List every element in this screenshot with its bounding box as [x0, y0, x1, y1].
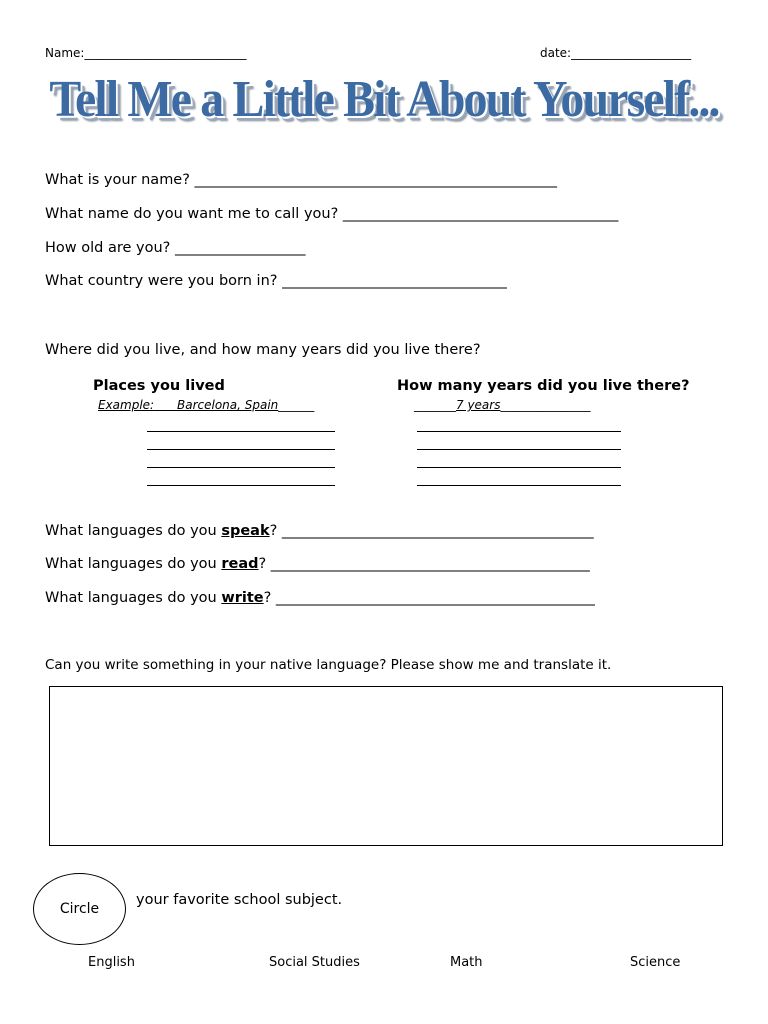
- example-years: 7 years: [456, 398, 501, 412]
- place-line-4[interactable]: [147, 485, 335, 486]
- question-read-blank: ? ____________________________________________: [258, 556, 590, 572]
- circle-word: Circle: [59, 901, 100, 917]
- native-language-answer-box[interactable]: [49, 686, 723, 846]
- subject-math[interactable]: Math: [450, 955, 483, 970]
- subject-social-studies[interactable]: Social Studies: [269, 955, 360, 970]
- places-column-header: Places you lived: [93, 378, 225, 394]
- example-row-years: _______7 years_______________: [414, 398, 591, 412]
- circle-shape: [33, 873, 126, 945]
- question-call-name[interactable]: What name do you want me to call you? ______________________________________: [45, 206, 619, 222]
- date-label: date:____________________: [540, 46, 692, 60]
- question-read[interactable]: [45, 556, 590, 572]
- question-age[interactable]: How old are you? __________________: [45, 240, 306, 256]
- subject-english[interactable]: English: [88, 955, 135, 970]
- question-speak[interactable]: [45, 523, 594, 539]
- question-write[interactable]: [45, 590, 595, 606]
- subject-science[interactable]: Science: [630, 955, 681, 970]
- name-label: Name:___________________________: [45, 46, 247, 60]
- years-line-2[interactable]: [417, 449, 621, 450]
- years-line-1[interactable]: [417, 431, 621, 432]
- write-word: write: [221, 590, 264, 606]
- question-speak-blank: ? ___________________________________________: [269, 523, 594, 539]
- speak-word: speak: [221, 523, 270, 539]
- page-title: Tell Me a Little Bit About Yourself...: [49, 71, 719, 128]
- place-line-1[interactable]: [147, 431, 335, 432]
- read-word: read: [221, 556, 259, 572]
- years-line-3[interactable]: [417, 467, 621, 468]
- question-read-prefix: What languages do you: [45, 556, 222, 572]
- subject-instruction: your favorite school subject.: [136, 892, 343, 908]
- example-label: Example:: [98, 398, 155, 412]
- years-line-4[interactable]: [417, 485, 621, 486]
- place-line-2[interactable]: [147, 449, 335, 450]
- question-write-blank: ? ____________________________________________: [263, 590, 595, 606]
- question-country[interactable]: What country were you born in? _______________________________: [45, 273, 507, 289]
- question-write-prefix: What languages do you: [45, 590, 222, 606]
- example-row-place: Example: Barcelona, Spain______: [98, 398, 315, 412]
- years-column-header: How many years did you live there?: [397, 378, 690, 394]
- question-name[interactable]: What is your name? __________________________________________________: [45, 172, 558, 188]
- example-place: Barcelona, Spain: [177, 398, 279, 412]
- question-speak-prefix: What languages do you: [45, 523, 222, 539]
- native-language-prompt: Can you write something in your native language? Please show me and translate it.: [45, 657, 612, 673]
- place-line-3[interactable]: [147, 467, 335, 468]
- places-prompt: Where did you live, and how many years did you live there?: [45, 342, 481, 358]
